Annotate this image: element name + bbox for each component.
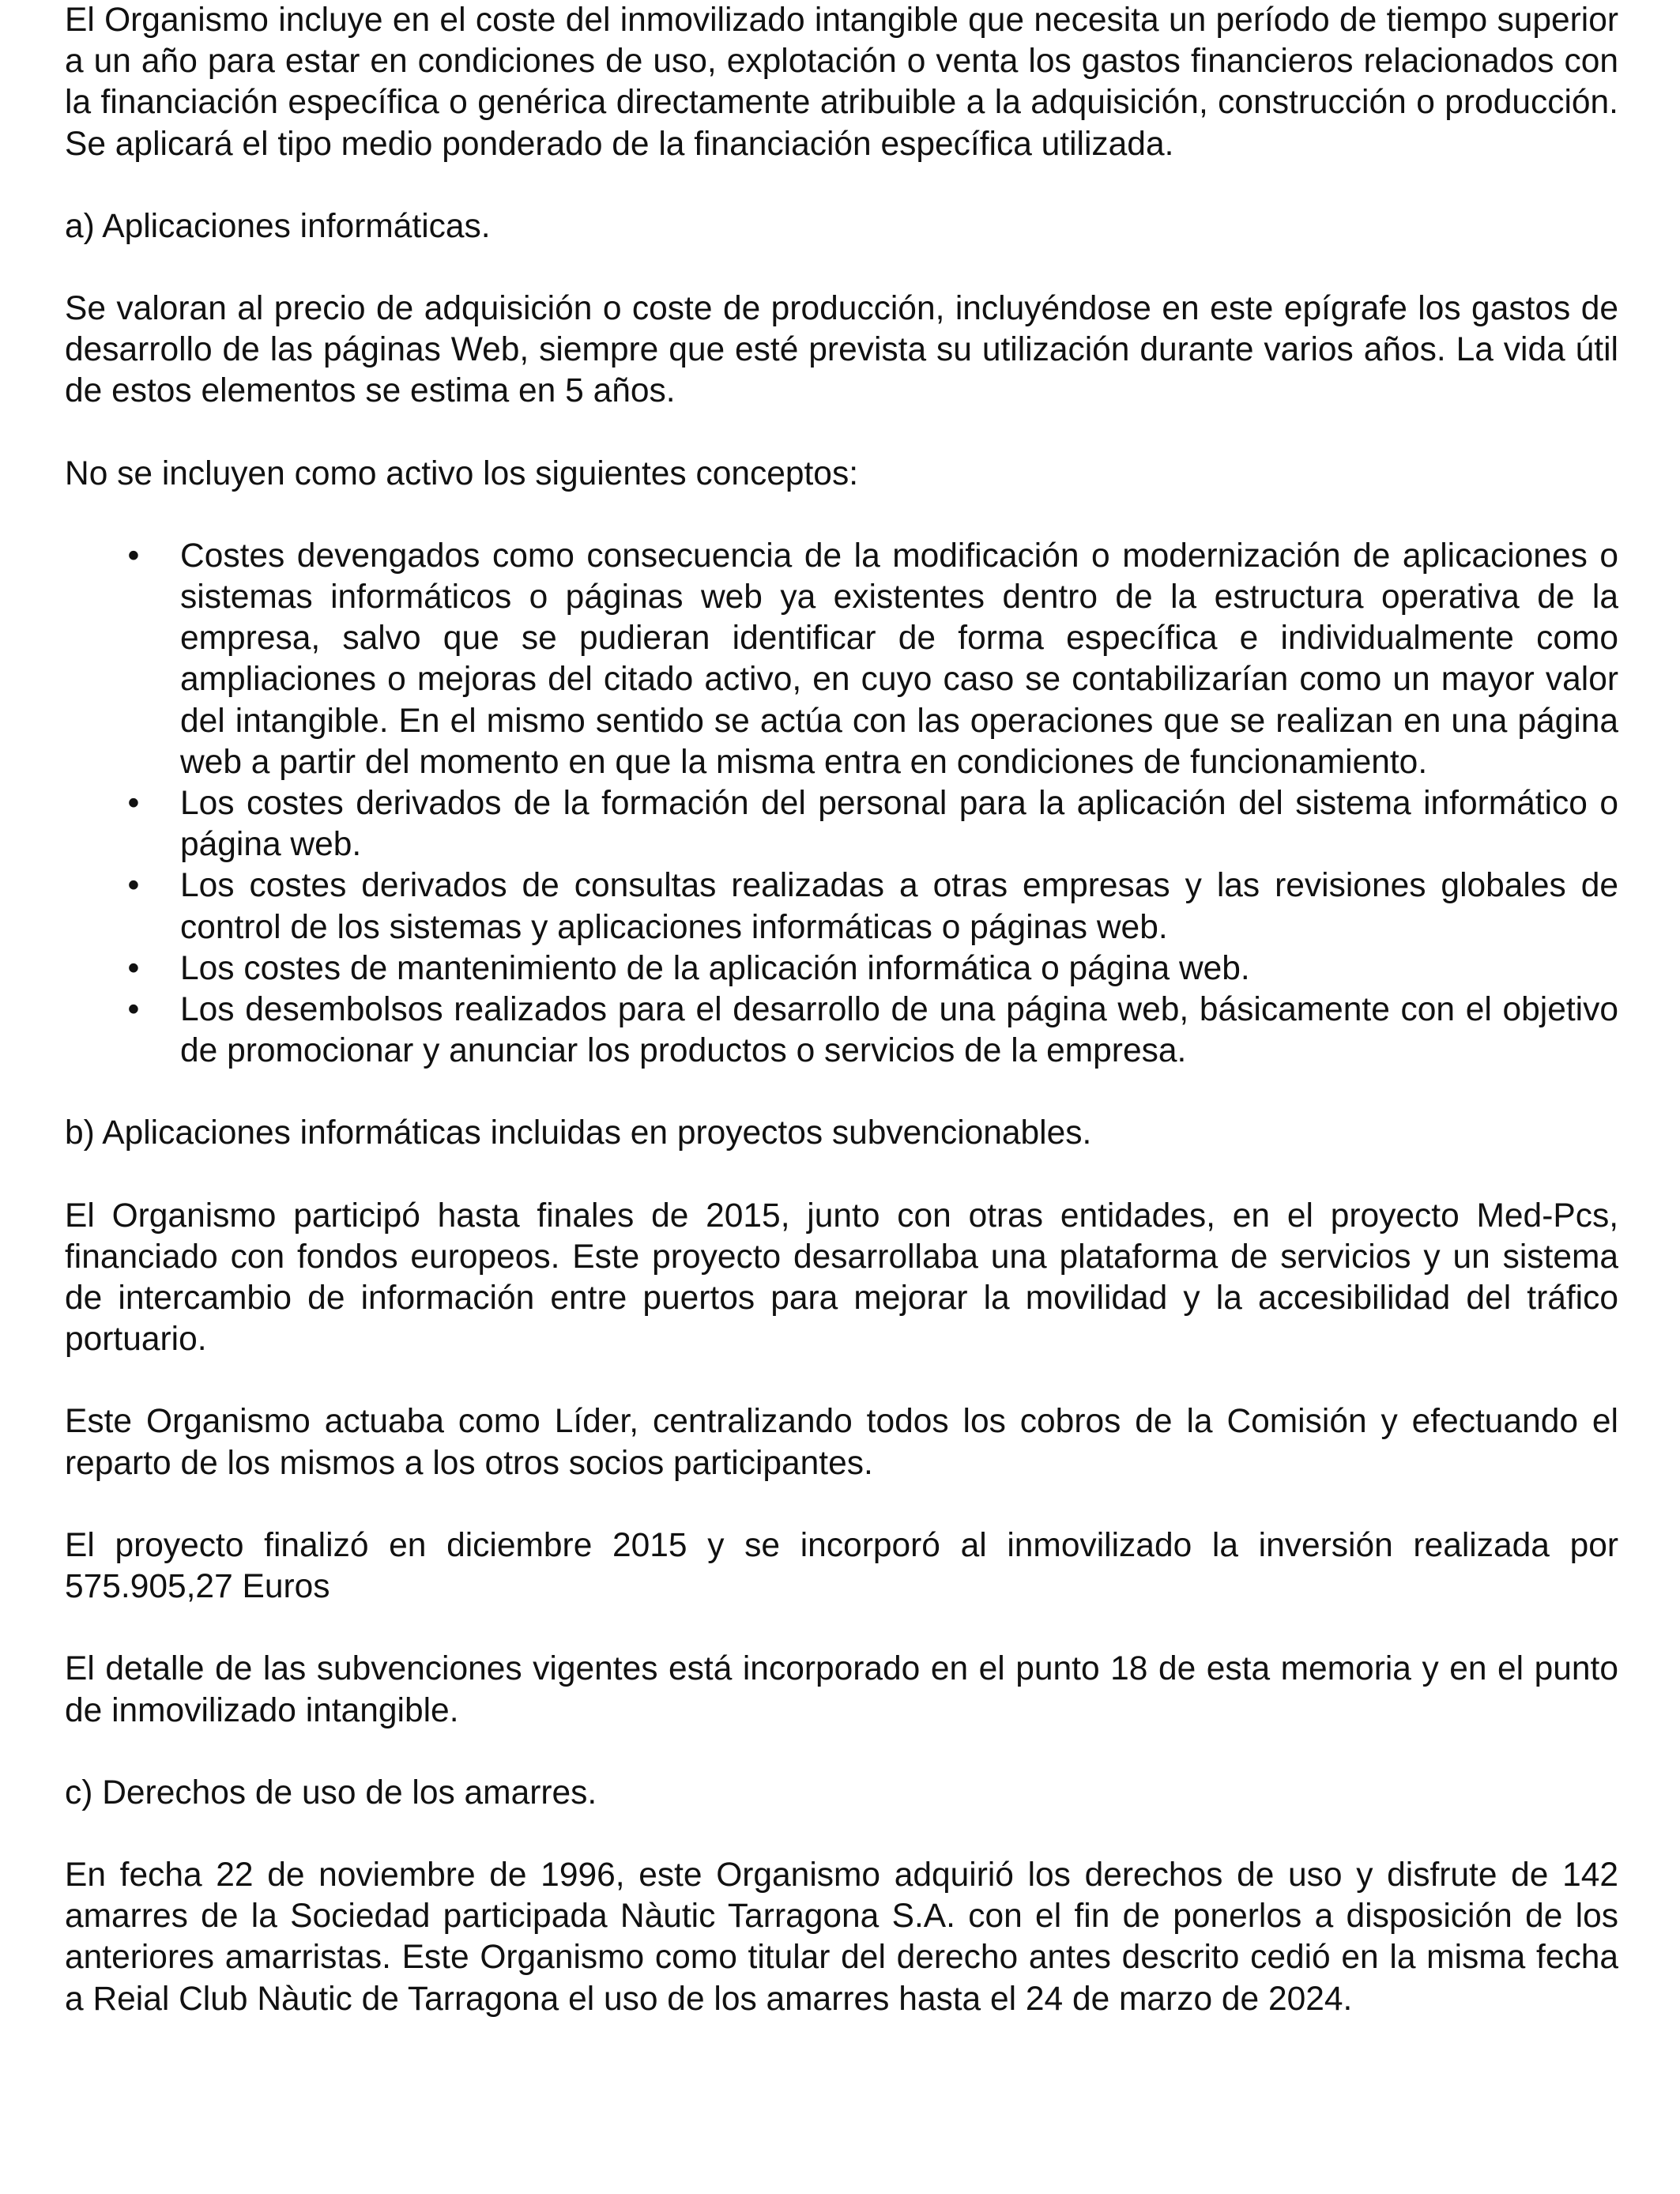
list-item [65,783,1618,865]
list-item [65,990,1618,1072]
list-item-text: Los costes derivados de la formación del personal para la aplicación del sistema informático o página web. [180,785,1618,864]
list-item-text: Los desembolsos realizados para el desarrollo de una página web, básicamente con el objetivo de promocionar y anunciar los productos o servicios de la empresa. [180,991,1618,1070]
paragraph-capitalized-interest: El Organismo incluye en el coste del inmovilizado intangible que necesita un período de tiempo superior a un año para estar en condiciones de uso, explotación o venta los gastos financieros relacionados con la financiación específica o genérica directamente atribuible a la adquisición, construcción o producción. Se aplicará el tipo medio ponderado de la financiación específica utilizada. [65,2,1618,163]
list-item [65,865,1618,948]
list-item-text: Los costes derivados de consultas realizadas a otras empresas y las revisiones globales de control de los sistemas y aplicaciones informáticas o páginas web. [180,867,1618,946]
section-heading-c: c) Derechos de uso de los amarres. [65,1774,597,1811]
bullet-icon: • [127,537,140,575]
paragraph-med-pcs-project: El Organismo participó hasta finales de 2015, junto con otras entidades, en el proyecto Med-Pcs, financiado con fondos europeos. Este proyecto desarrollaba una plataforma de servicios y un sistema de intercambio de información entre puertos para mejorar la movilidad y la accesibilidad del tráfico portuario. [65,1197,1618,1359]
bullet-icon: • [127,785,140,823]
list-item-text: Los costes de mantenimiento de la aplicación informática o página web. [180,949,1250,987]
document-page [65,0,1618,2020]
bullet-icon: • [127,949,140,987]
paragraph-mooring-rights: En fecha 22 de noviembre de 1996, este Organismo adquirió los derechos de uso y disfrute de 142 amarres de la Sociedad participada Nàutic Tarragona S.A. con el fin de ponerlos a disposición de los anteriores amarristas. Este Organismo como titular del derecho antes descrito cedió en la misma fecha a Reial Club Nàutic de Tarragona el uso de los amarres hasta el 24 de marzo de 2024. [65,1856,1618,2018]
paragraph-leader-role: Este Organismo actuaba como Líder, centralizando todos los cobros de la Comisión y efectuando el reparto de los mismos a los otros socios participantes. [65,1403,1618,1482]
list-item [65,536,1618,783]
section-heading-a: a) Aplicaciones informáticas. [65,207,491,245]
section-heading-b: b) Aplicaciones informáticas incluidas en proyectos subvencionables. [65,1114,1092,1152]
list-item-text: Costes devengados como consecuencia de la modificación o modernización de aplicaciones o sistemas informáticos o páginas web ya existentes dentro de la estructura operativa de la empresa, salvo que se pudieran identificar de forma específica e individualmente como ampliaciones o mejoras del citado activo, en cuyo caso se contabilizarían como un mayor valor del intangible. En el mismo sentido se actúa con las operaciones que se realizan en una página web a partir del momento en que la misma entra en condiciones de funcionamiento. [180,537,1618,781]
paragraph-subsidies-detail: El detalle de las subvenciones vigentes está incorporado en el punto 18 de esta memoria y en el punto de inmovilizado intangible. [65,1650,1618,1729]
exclusions-list [65,536,1618,1072]
paragraph-exclusions-intro: No se incluyen como activo los siguientes conceptos: [65,454,859,492]
list-item [65,948,1618,990]
bullet-icon: • [127,991,140,1029]
paragraph-project-completion: El proyecto finalizó en diciembre 2015 y se incorporó al inmovilizado la inversión realizada por 575.905,27 Euros [65,1526,1618,1606]
paragraph-software-valuation: Se valoran al precio de adquisición o coste de producción, incluyéndose en este epígrafe los gastos de desarrollo de las páginas Web, siempre que esté prevista su utilización durante varios años. La vida útil de estos elementos se estima en 5 años. [65,290,1618,410]
bullet-icon: • [127,867,140,905]
